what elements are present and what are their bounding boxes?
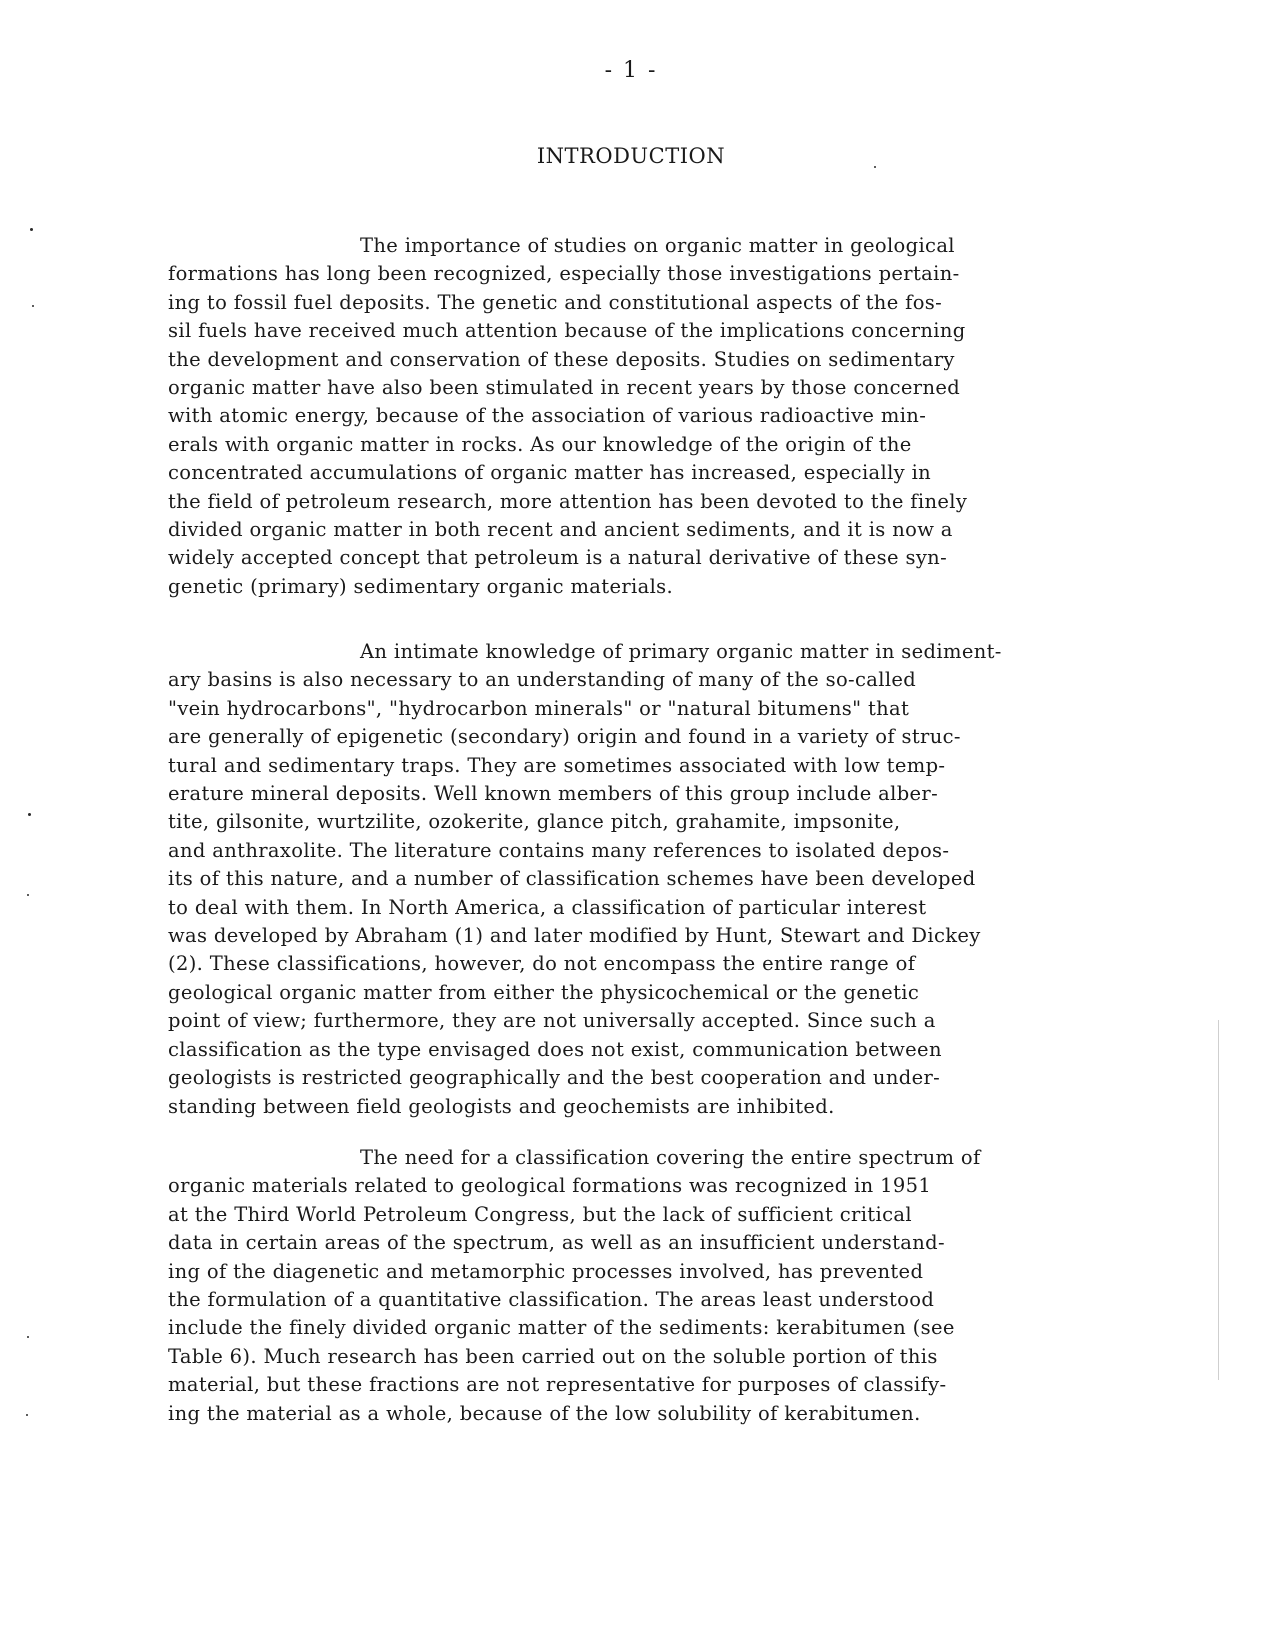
text-line: geologists is restricted geographically and the best cooperation and under- [168, 1066, 941, 1090]
text-line: the formulation of a quantitative classification. The areas least understood [168, 1288, 935, 1312]
text-line: tural and sedimentary traps. They are sometimes associated with low temp- [168, 753, 946, 777]
text-line: ing of the diagenetic and metamorphic processes involved, has prevented [168, 1259, 924, 1283]
text-line: The importance of studies on organic matter in geological [360, 234, 955, 257]
section-heading: INTRODUCTION [536, 144, 726, 168]
scan-speck [27, 1336, 29, 1338]
text-line: (2). These classifications, however, do not encompass the entire range of [168, 952, 916, 976]
text-line: to deal with them. In North America, a classification of particular interest [168, 895, 927, 919]
scan-edge-rule [1218, 1020, 1219, 1380]
text-line: Table 6). Much research has been carried out on the soluble portion of this [168, 1344, 938, 1368]
text-line: data in certain areas of the spectrum, as well as an insufficient understand- [168, 1231, 945, 1255]
text-line: divided organic matter in both recent and ancient sediments, and it is now a [168, 518, 953, 542]
text-line: classification as the type envisaged does not exist, communication between [168, 1037, 942, 1061]
text-line: erals with organic matter in rocks. As our knowledge of the origin of the [168, 432, 912, 456]
scan-speck [27, 894, 29, 896]
scan-speck [28, 813, 31, 816]
text-line: with atomic energy, because of the association of various radioactive min- [168, 404, 927, 428]
text-line: formations has long been recognized, especially those investigations pertain- [168, 262, 960, 286]
paragraph-1 [168, 232, 1148, 601]
text-line: widely accepted concept that petroleum is a natural derivative of these syn- [168, 546, 948, 570]
text-line: include the finely divided organic matter of the sediments: kerabitumen (see [168, 1316, 955, 1340]
text-line: tite, gilsonite, wurtzilite, ozokerite, glance pitch, grahamite, impsonite, [168, 810, 901, 834]
scan-speck [26, 1414, 28, 1416]
text-line: ing to fossil fuel deposits. The genetic and constitutional aspects of the fos- [168, 290, 943, 314]
text-line: concentrated accumulations of organic matter has increased, especially in [168, 461, 932, 485]
text-line: erature mineral deposits. Well known members of this group include alber- [168, 782, 939, 806]
text-line: The need for a classification covering the entire spectrum of [360, 1146, 981, 1169]
text-line: was developed by Abraham (1) and later modified by Hunt, Stewart and Dickey [168, 924, 981, 948]
scan-speck [32, 305, 34, 307]
text-line: the development and conservation of these deposits. Studies on sedimentary [168, 347, 955, 371]
text-line: organic materials related to geological formations was recognized in 1951 [168, 1174, 932, 1198]
text-line: sil fuels have received much attention because of the implications concerning [168, 319, 966, 343]
scan-speck [874, 166, 876, 168]
text-line: point of view; furthermore, they are not universally accepted. Since such a [168, 1009, 936, 1033]
text-line: are generally of epigenetic (secondary) origin and found in a variety of struc- [168, 725, 961, 749]
text-line: its of this nature, and a number of classification schemes have been developed [168, 867, 976, 891]
paragraph-2 [168, 638, 1148, 1121]
text-line: genetic (primary) sedimentary organic materials. [168, 574, 674, 598]
text-line: organic matter have also been stimulated in recent years by those concerned [168, 376, 961, 400]
text-line: material, but these fractions are not representative for purposes of classify- [168, 1373, 947, 1397]
text-line: "vein hydrocarbons", "hydrocarbon minerals" or "natural bitumens" that [168, 696, 910, 720]
text-line: ing the material as a whole, because of the low solubility of kerabitumen. [168, 1401, 921, 1425]
text-line: at the Third World Petroleum Congress, but the lack of sufficient critical [168, 1202, 912, 1226]
paragraph-3 [168, 1144, 1148, 1428]
text-line: ary basins is also necessary to an understanding of many of the so-called [168, 668, 917, 692]
page-number: - 1 - [604, 58, 658, 83]
text-line: the field of petroleum research, more attention has been devoted to the finely [168, 489, 968, 513]
text-line: and anthraxolite. The literature contains many references to isolated depos- [168, 838, 950, 862]
text-line: geological organic matter from either the physicochemical or the genetic [168, 980, 920, 1004]
text-line: standing between field geologists and geochemists are inhibited. [168, 1094, 835, 1118]
text-line: An intimate knowledge of primary organic matter in sediment- [360, 640, 1002, 663]
scan-speck [30, 228, 33, 231]
